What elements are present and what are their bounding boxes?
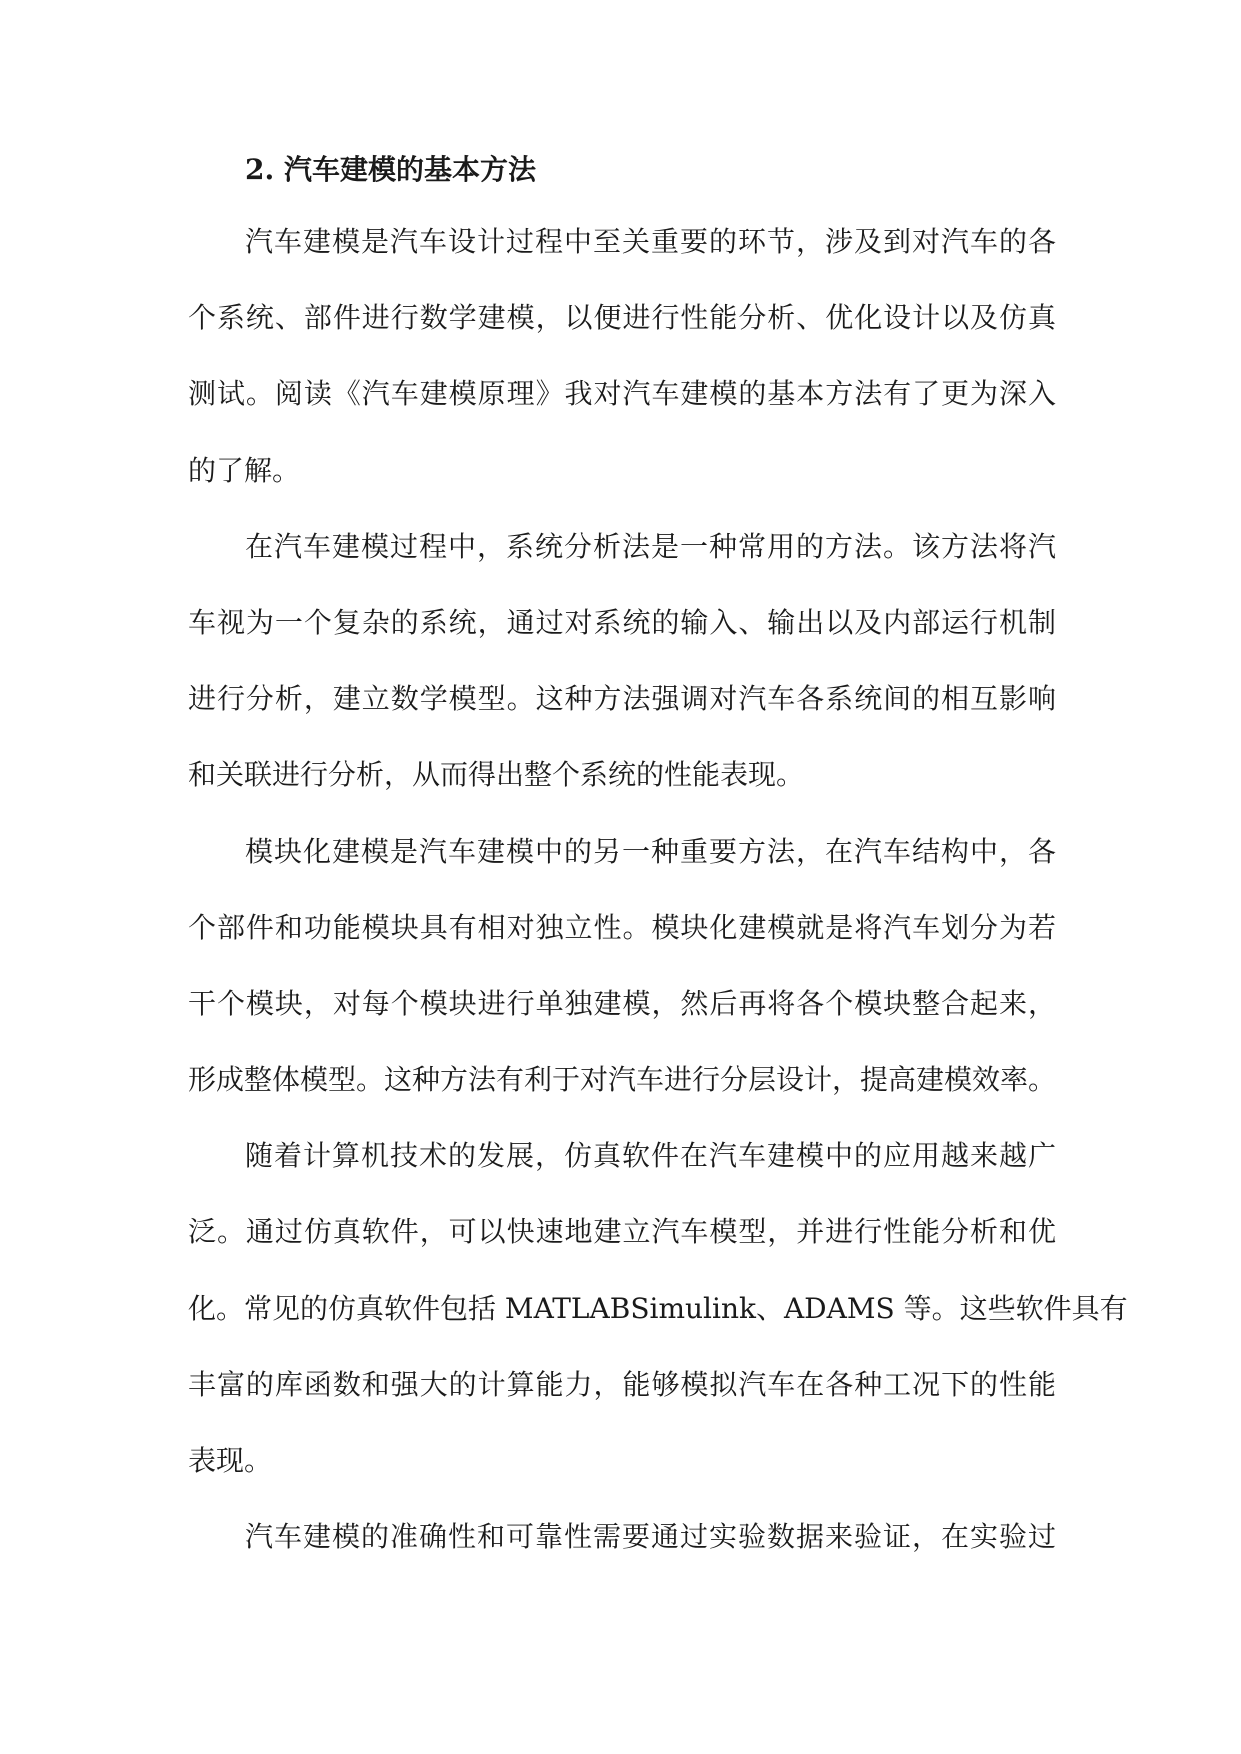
paragraph-4 bbox=[188, 1118, 1128, 1499]
paragraph-2 bbox=[188, 509, 1056, 814]
paragraph-3 bbox=[188, 814, 1056, 1119]
text-line: 随着计算机技术的发展，仿真软件在汽车建模中的应用越来越广 bbox=[245, 1139, 1056, 1173]
text-line: 和关联进行分析，从而得出整个系统的性能表现。 bbox=[188, 758, 805, 792]
paragraph-5 bbox=[188, 1499, 1056, 1575]
text-line: 车视为一个复杂的系统，通过对系统的输入、输出以及内部运行机制 bbox=[188, 605, 1056, 639]
text-line: 化。常见的仿真软件包括 MATLABSimulink、ADAMS 等。这些软件具有 bbox=[188, 1291, 1128, 1325]
text-line: 在汽车建模过程中，系统分析法是一种常用的方法。该方法将汽 bbox=[245, 529, 1056, 563]
text-line: 干个模块，对每个模块进行单独建模，然后再将各个模块整合起来， bbox=[188, 986, 1056, 1020]
text-line: 汽车建模是汽车设计过程中至关重要的环节，涉及到对汽车的各 bbox=[245, 225, 1056, 258]
text-line: 表现。 bbox=[188, 1444, 273, 1477]
text-line: 测试。阅读《汽车建模原理》我对汽车建模的基本方法有了更为深入 bbox=[188, 377, 1056, 411]
text-line: 的了解。 bbox=[188, 453, 301, 487]
text-line: 进行分析，建立数学模型。这种方法强调对汽车各系统间的相互影响 bbox=[188, 682, 1056, 716]
text-line: 汽车建模的准确性和可靠性需要通过实验数据来验证，在实验过 bbox=[245, 1520, 1056, 1554]
text-line: 模块化建模是汽车建模中的另一种重要方法，在汽车结构中，各 bbox=[245, 834, 1056, 868]
text-line: 泛。通过仿真软件，可以快速地建立汽车模型，并进行性能分析和优 bbox=[188, 1215, 1056, 1249]
text-line: 个系统、部件进行数学建模，以便进行性能分析、优化设计以及仿真 bbox=[188, 301, 1056, 335]
text-line: 形成整体模型。这种方法有利于对汽车进行分层设计，提高建模效率。 bbox=[188, 1063, 1057, 1097]
text-line: 个部件和功能模块具有相对独立性。模块化建模就是将汽车划分为若 bbox=[188, 910, 1056, 944]
document-body bbox=[188, 136, 1128, 1575]
section-heading: 2. 汽车建模的基本方法 bbox=[245, 153, 536, 186]
text-line: 丰富的库函数和强大的计算能力，能够模拟汽车在各种工况下的性能 bbox=[188, 1367, 1056, 1401]
paragraph-1 bbox=[188, 204, 1056, 509]
